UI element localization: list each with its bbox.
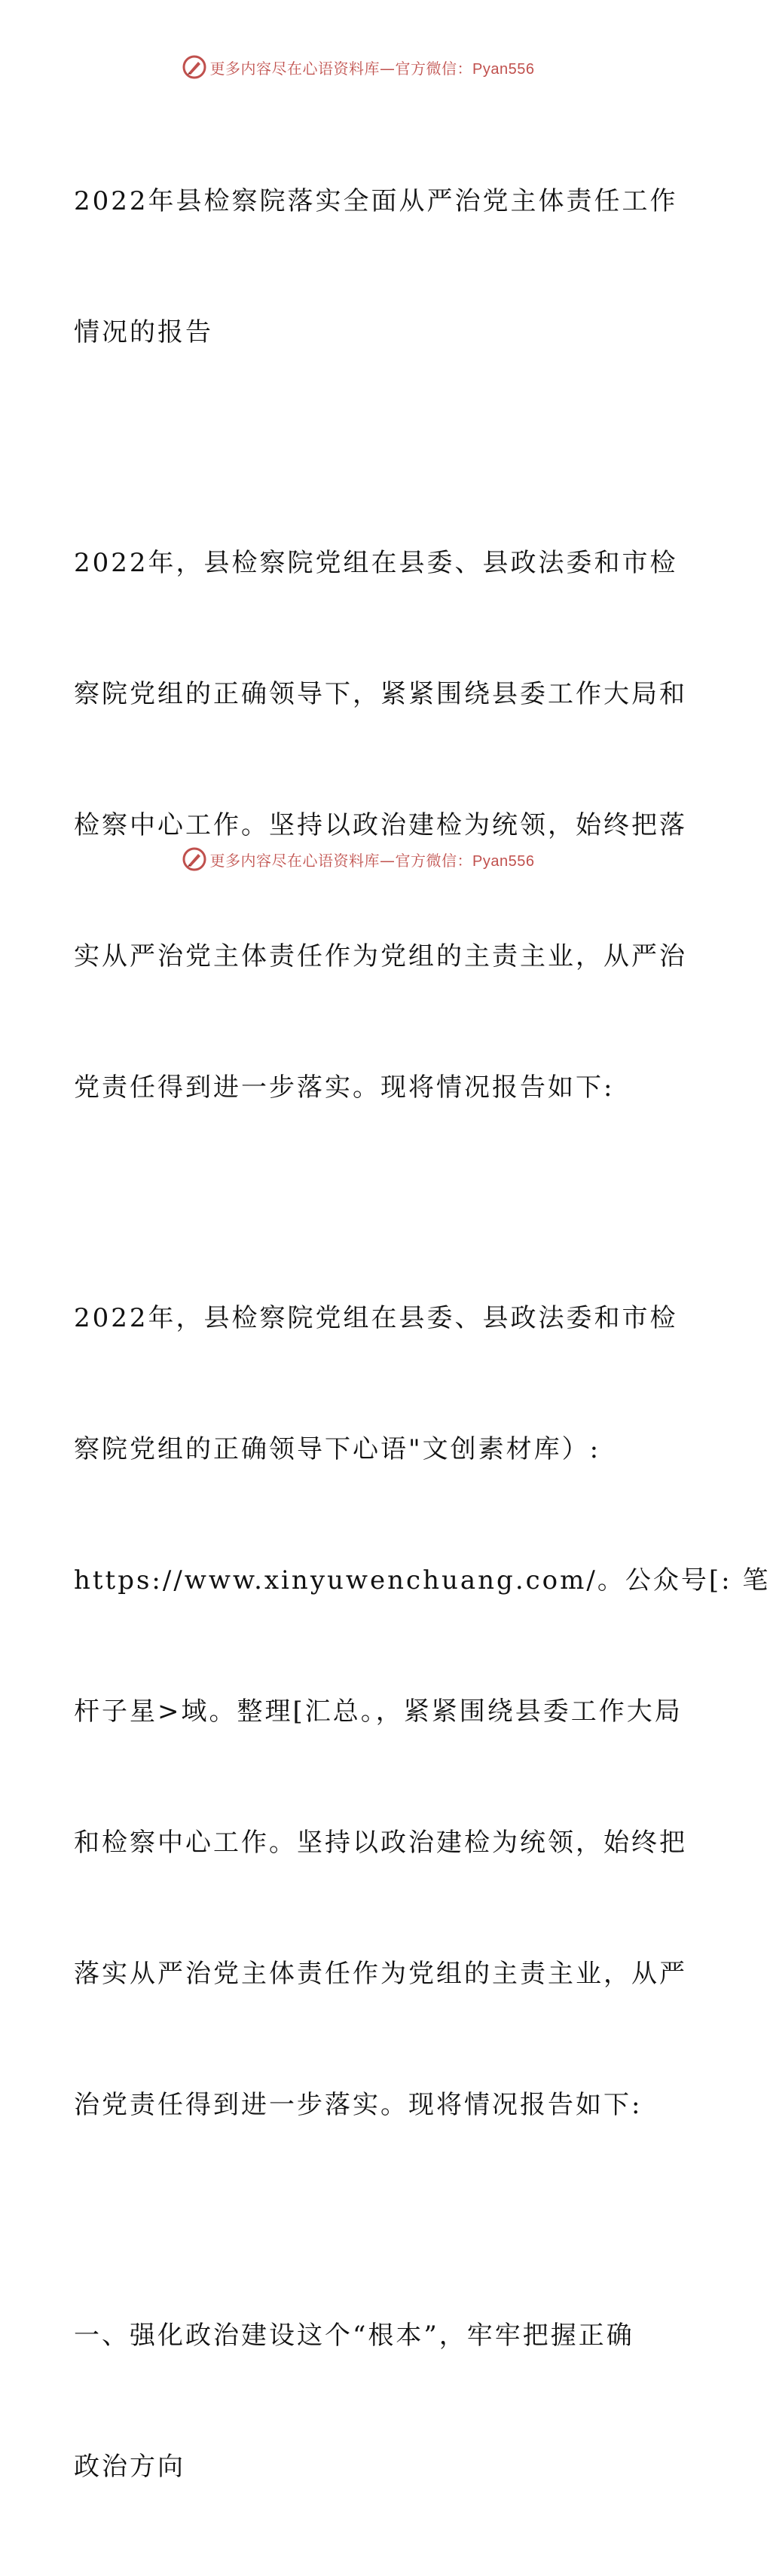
pen-logo-icon [182, 54, 207, 80]
document-title [74, 92, 678, 442]
document-body [74, 92, 770, 2576]
paragraph-line: 2022年，县检察院党组在县委、县政法委和市检 [74, 1303, 678, 1333]
watermark-text [210, 57, 535, 78]
heading-line: 一、强化政治建设这个“根本”，牢牢把握正确 [74, 2321, 634, 2351]
header-watermark [0, 54, 716, 80]
paragraph-line: 党责任得到进一步落实。现将情况报告如下: [74, 1072, 615, 1103]
paragraph-line: 杆子星>域。整理[汇总。，紧紧围绕县委工作大局 [74, 1696, 683, 1727]
paragraph-line: 2022年，县检察院党组在县委、县政法委和市检 [74, 548, 678, 578]
paragraph-line-url: https://www.xinyuwenchuang.com/。公众号[: 笔 [74, 1565, 770, 1595]
paragraph-line: 察院党组的正确领导下，紧紧围绕县委工作大局和 [74, 679, 687, 709]
paragraph-intro [74, 454, 687, 1197]
watermark-wechat-id: Pyan556 [472, 60, 535, 78]
title-line: 2022年县检察院落实全面从严治党主体责任工作 [74, 186, 678, 216]
paragraph-line: 落实从严治党主体责任作为党组的主责主业，从严 [74, 1959, 687, 1989]
section-heading-1 [74, 2226, 646, 2576]
heading-line: 政治方向 [74, 2452, 185, 2482]
paragraph-line: 治党责任得到进一步落实。现将情况报告如下: [74, 2090, 643, 2120]
paragraph-line: 和检察中心工作。坚持以政治建检为统领，始终把 [74, 1828, 687, 1858]
paragraph-line: 实从严治党主体责任作为党组的主责主业，从严治 [74, 941, 687, 971]
watermark-text [210, 849, 535, 870]
paragraph-line: 察院党组的正确领导下心语"文创素材库）: [74, 1434, 601, 1464]
watermark-label: 更多内容尽在心语资料库—官方微信： [209, 851, 473, 870]
title-line: 情况的报告 [74, 317, 213, 347]
pen-logo-icon [182, 846, 207, 872]
footer-watermark [0, 846, 716, 872]
watermark-label: 更多内容尽在心语资料库—官方微信： [209, 59, 473, 78]
paragraph-repeat [74, 1209, 770, 2214]
watermark-wechat-id: Pyan556 [472, 852, 535, 870]
paragraph-line: 检察中心工作。坚持以政治建检为统领，始终把落 [74, 810, 687, 840]
